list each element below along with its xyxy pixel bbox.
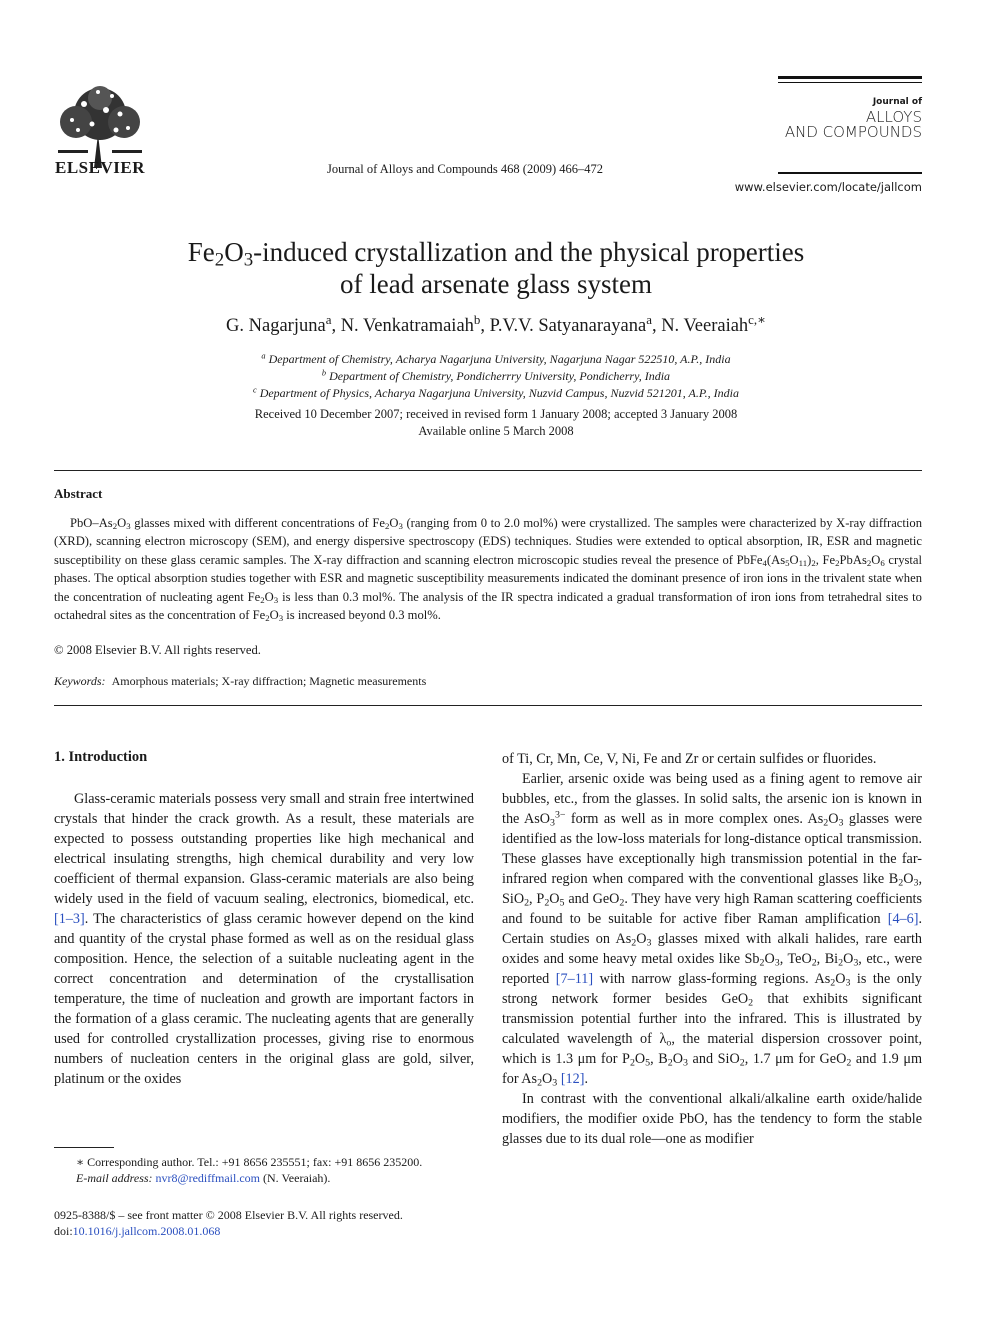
affiliation-mark: c — [252, 385, 257, 395]
author-mark: a — [646, 311, 652, 327]
email-label: E-mail address: — [76, 1171, 153, 1185]
article-title — [100, 236, 892, 300]
divider — [54, 470, 922, 471]
author-mark: c,∗ — [748, 311, 766, 327]
paragraph: In contrast with the conventional alkali/alkaline earth oxide/halide modifiers, the modifier oxide PbO, has the tendency to form the stable glasses due to its dual role—one as modifier — [502, 1091, 922, 1147]
affiliation-mark: b — [321, 368, 327, 378]
email-link[interactable]: nvr8@rediffmail.com — [155, 1171, 261, 1185]
section-heading: 1. Introduction — [54, 749, 148, 765]
journal-logo-text — [778, 95, 922, 140]
abstract-heading: Abstract — [54, 486, 103, 501]
title-subscript: 2 — [214, 249, 225, 271]
email-owner: (N. Veeraiah). — [263, 1171, 331, 1185]
divider — [54, 705, 922, 706]
affiliation-mark: a — [261, 351, 266, 361]
journal-citation: Journal of Alloys and Compounds 468 (2009) 466–472 — [326, 162, 604, 176]
affiliation-text: Department of Physics, Acharya Nagarjuna University, Nuzvid Campus, Nuzvid 521201, A.P., India — [259, 386, 740, 400]
affiliation — [100, 386, 892, 401]
journal-logo-rule — [778, 76, 922, 79]
title-text: Fe — [187, 237, 215, 267]
paragraph: Earlier, arsenic oxide was being used as a fining agent to remove air bubbles, etc., from the glasses. In solid salts, the arsenic ion is known in the AsO$_3^{3-}$ form as well as in more complex ones. $As_2O_3$ glasses were identified as the low-loss materials for long-distance optical transmission. These glasses have exceptionally high transmission potential in the far-infrared region when compared with the conventional glasses like $B_2O_3$, SiO$_2$, $P_2O_5$ and GeO$_2$. They have very high Raman scattering coefficients and found to be suitable for active fiber Raman amplification [4–6]. Certain studies on $As_2O_3$ glasses mixed with alkali halides, rare earth oxides and some heavy metal oxides like $Sb_2O_3$, TeO$_2$, $Bi_2O_3$, etc., were reported [7–11] with narrow glass-forming regions. $As_2O_3$ is the only strong network former besides GeO$_2$ that exhibits significant transmission potential further into the infrared. This is illustrated by calculated wavelength of $\lambda_o$, the material dispersion crossover point, which is 1.3 μm for $P_2O_5$, $B_2O_3$ and SiO$_2$, 1.7 μm for GeO$_2$ and 1.9 μm for $As_2O_3$ [12]. — [502, 771, 923, 1089]
front-matter-text: 0925-8388/$ – see front matter © 2008 Elsevier B.V. All rights reserved. — [54, 1208, 403, 1222]
title-text: O — [224, 237, 244, 267]
journal-url-link[interactable]: www.elsevier.com/locate/jallcom — [734, 180, 922, 194]
affiliation — [100, 369, 892, 384]
footnote-rule — [54, 1147, 114, 1148]
footnote — [54, 1154, 474, 1186]
publisher-name: ELSEVIER — [55, 158, 145, 177]
journal-logo-line3: AND COMPOUNDS — [784, 123, 922, 141]
journal-logo-bottom-rule — [778, 172, 922, 174]
title-subscript: 3 — [243, 249, 254, 271]
keywords-list: Amorphous materials; X-ray diffraction; Magnetic measurements — [111, 674, 427, 688]
keywords-label: Keywords: — [54, 674, 106, 688]
corresponding-author-note — [54, 1154, 474, 1170]
body-column-left — [54, 789, 474, 1089]
citation-link[interactable]: [4–6] — [887, 911, 919, 927]
title-line2: of lead arsenate glass system — [340, 269, 652, 299]
email-note — [54, 1170, 474, 1186]
citation-link[interactable]: [12] — [560, 1071, 585, 1087]
received-dates: Received 10 December 2007; received in revised form 1 January 2008; accepted 3 January 2008 — [254, 407, 738, 421]
doi-label: doi: — [54, 1224, 73, 1238]
doi-link[interactable]: 10.1016/j.jallcom.2008.01.068 — [72, 1224, 221, 1238]
affiliation-text: Department of Chemistry, Acharya Nagarjuna University, Nagarjuna Nagar 522510, A.P., India — [268, 352, 731, 366]
affiliation-text: Department of Chemistry, Pondicherrry University, Pondicherry, India — [329, 369, 671, 383]
affiliation — [100, 352, 892, 367]
author-mark: a — [325, 311, 332, 327]
author-mark: b — [473, 311, 481, 327]
citation-link[interactable]: [1–3] — [54, 911, 85, 927]
paragraph: Glass-ceramic materials possess very small and strain free intertwined crystals that hinder the crack growth. As a result, these materials are expected to possess outstanding properties like high mechanical and electrical insulating strengths, high chemical durability and very low coefficient of thermal expansion. Glass-ceramic materials are also being widely used in the field of vacuum sealing, electronics, biomedical, etc. [1–3]. The characteristics of glass ceramic however depend on the kind and quantity of the crystal phase formed as well as on the residual glass composition. Hence, the selection of a suitable nucleating agent in the correct concentration and determination of the crystallisation temperature, the time of nucleation and growth are important factors in the formation of a glass ceramic. The nucleating agents that are generally used for controlled crystallization processes, giving rise to enormous numbers of nucleation centers in the original glass are gold, silver, platinum or the oxides — [54, 791, 474, 1087]
front-matter — [54, 1207, 474, 1239]
doi-line — [54, 1223, 474, 1239]
author-list: G. Nagarjuna$^a$, N. Venkatramaiah$^b$, P.V.V. Satyanarayana$^a$, N. Veeraiah$^{c,∗}$ — [226, 311, 766, 336]
citation-link[interactable]: [7–11] — [555, 971, 594, 987]
journal-logo-rule — [778, 82, 922, 83]
author-name[interactable]: N. Venkatramaiah — [340, 316, 474, 336]
corresponding-text: Corresponding author. Tel.: +91 8656 235551; fax: +91 8656 235200. — [87, 1155, 423, 1169]
author-name[interactable]: G. Nagarjuna — [226, 316, 326, 336]
abstract-body: PbO–$As_2O_3$ glasses mixed with different concentrations of $Fe_2O_3$ (ranging from 0 to 2.0 mol%) were crystallized. The samples were characterized by X-ray diffraction (XRD), scanning electron microscopy (SEM), and energy dispersive spectroscopy (EDS) techniques. Studies were extended to optical absorption, IR, ESR and magnetic susceptibility on these glass ceramic samples. The X-ray diffraction and scanning electron microscopic studies reveal the presence of $PbFe_4(As_5O_{11})_2$, $Fe_2PbAs_2O_6$ crystal phases. The optical absorption studies together with ESR and magnetic susceptibility measurements indicated the dominant presence of iron ions in the trivalent state when the concentration of nucleating agent $Fe_2O_3$ is less than 0.3 mol%. The analysis of the IR spectra indicated a gradual transformation of iron ions from tetrahedral sites to octahedral sites as the concentration of $Fe_2O_3$ is increased beyond 0.3 mol%. — [54, 516, 922, 624]
title-text: -induced crystallization and the physical properties — [253, 237, 805, 267]
keywords — [54, 674, 426, 689]
available-online: Available online 5 March 2008 — [418, 424, 574, 438]
journal-logo — [778, 76, 922, 140]
author-name[interactable]: N. Veeraiah — [661, 316, 749, 336]
abstract-copyright: © 2008 Elsevier B.V. All rights reserved. — [54, 643, 261, 657]
journal-logo-line2: ALLOYS — [865, 108, 922, 126]
paragraph: of Ti, Cr, Mn, Ce, V, Ni, Fe and Zr or certain sulfides or fluorides. — [502, 751, 877, 767]
author-name[interactable]: P.V.V. Satyanarayana — [489, 316, 647, 336]
journal-logo-line1: Journal of — [872, 97, 922, 107]
body-column-right — [502, 749, 922, 1149]
asterisk-mark: ∗ — [76, 1155, 85, 1169]
